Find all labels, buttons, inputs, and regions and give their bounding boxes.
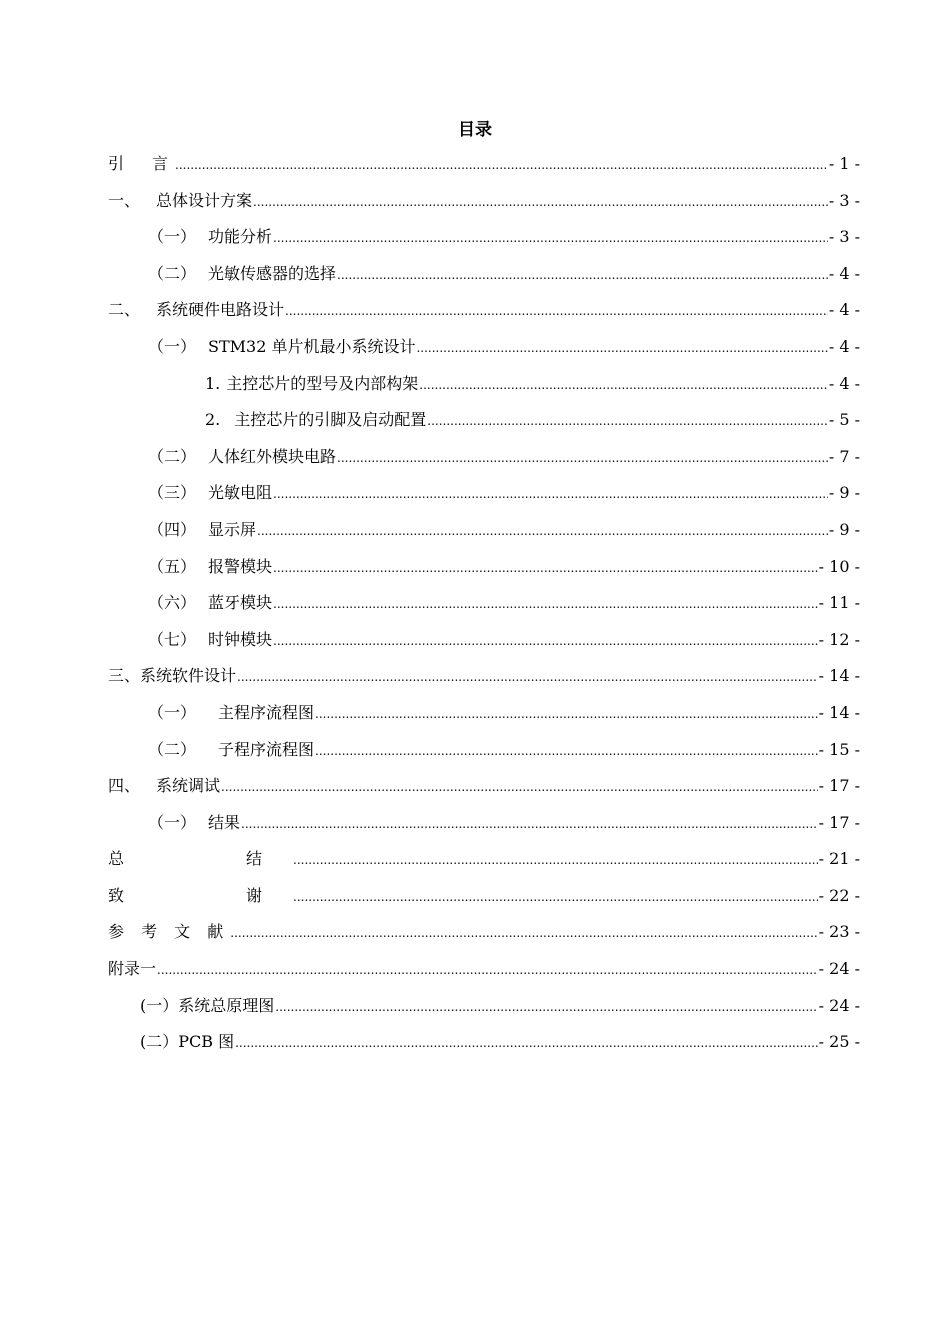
toc-entry-text: 光敏电阻	[208, 483, 273, 503]
toc-entry-number: （二）	[148, 263, 197, 283]
toc-entry-number: 2.	[205, 410, 221, 430]
toc-entry[interactable]	[108, 988, 860, 1025]
toc-entry[interactable]	[108, 183, 860, 220]
toc-leader	[285, 293, 828, 330]
toc-entry-page: - 17 -	[818, 776, 860, 796]
toc-entry[interactable]	[108, 768, 860, 805]
toc-entry[interactable]	[108, 292, 860, 329]
toc-entry[interactable]	[108, 914, 860, 951]
toc-entry-number: （六）	[148, 593, 197, 613]
toc-entry-page: - 5 -	[828, 410, 860, 430]
toc-entry[interactable]	[108, 622, 860, 659]
toc-leader	[175, 147, 828, 184]
toc-entry[interactable]	[108, 439, 860, 476]
toc-entry[interactable]	[108, 658, 860, 695]
toc-entry-page: - 21 -	[818, 849, 860, 869]
toc-entry-text: 蓝牙模块	[208, 593, 273, 613]
toc-entry[interactable]	[108, 732, 860, 769]
table-of-contents	[108, 146, 860, 1061]
toc-entry[interactable]	[108, 878, 860, 915]
toc-entry-number: （一）	[148, 812, 197, 832]
toc-entry-text: 主控芯片的型号及内部构架	[226, 373, 419, 393]
toc-entry-text: 结果	[208, 812, 241, 832]
toc-entry[interactable]	[108, 841, 860, 878]
toc-leader	[241, 806, 818, 843]
toc-entry-page: - 23 -	[818, 922, 860, 942]
toc-leader	[315, 733, 818, 770]
toc-entry-number: （七）	[148, 629, 197, 649]
toc-leader	[315, 696, 818, 733]
toc-entry-page: - 9 -	[828, 519, 860, 539]
toc-entry[interactable]	[108, 512, 860, 549]
toc-entry-number: 1.	[205, 373, 221, 393]
toc-entry-text: 报警模块	[208, 556, 273, 576]
toc-entry[interactable]	[108, 366, 860, 403]
toc-entry-page: - 4 -	[828, 300, 860, 320]
toc-entry-page: - 4 -	[828, 336, 860, 356]
toc-entry-page: - 7 -	[828, 446, 860, 466]
toc-entry[interactable]	[108, 585, 860, 622]
toc-entry-number: （四）	[148, 519, 197, 539]
toc-entry-page: - 24 -	[818, 995, 860, 1015]
toc-leader	[235, 1025, 818, 1062]
toc-entry-text: 主程序流程图	[218, 702, 315, 722]
toc-leader	[419, 367, 828, 404]
toc-entry-page: - 4 -	[828, 373, 860, 393]
toc-entry-text: 主控芯片的引脚及启动配置	[234, 410, 427, 430]
toc-leader	[273, 623, 818, 660]
toc-entry-page: - 22 -	[818, 885, 860, 905]
toc-entry-number: （二）	[148, 739, 197, 759]
toc-leader	[237, 659, 818, 696]
toc-entry-page: - 24 -	[818, 959, 860, 979]
toc-entry-number: 四、	[108, 776, 141, 796]
toc-entry[interactable]	[108, 256, 860, 293]
toc-entry[interactable]	[108, 329, 860, 366]
toc-entry-page: - 25 -	[818, 1032, 860, 1052]
toc-entry[interactable]	[108, 951, 860, 988]
toc-entry-text: 时钟模块	[208, 629, 273, 649]
toc-entry-text: 引 言	[108, 154, 175, 173]
toc-entry-page: - 12 -	[818, 629, 860, 649]
toc-leader	[273, 550, 818, 587]
toc-entry-page: - 1 -	[828, 154, 860, 173]
toc-entry-page: - 14 -	[818, 702, 860, 722]
toc-leader	[273, 476, 828, 513]
toc-entry-page: - 15 -	[818, 739, 860, 759]
toc-leader	[416, 330, 827, 367]
toc-leader	[337, 440, 828, 477]
toc-entry-page: - 14 -	[818, 666, 860, 686]
toc-leader	[157, 952, 818, 989]
toc-entry-number: （二）	[148, 446, 197, 466]
toc-entry[interactable]	[108, 219, 860, 256]
toc-entry-page: - 4 -	[828, 263, 860, 283]
toc-entry-page: - 17 -	[818, 812, 860, 832]
toc-entry-text: 总体设计方案	[156, 190, 253, 210]
toc-leader	[273, 220, 828, 257]
toc-entry-page: - 11 -	[818, 593, 860, 613]
toc-entry-page: - 3 -	[828, 190, 860, 210]
toc-entry-number: 二、	[108, 300, 141, 320]
toc-entry-text: 显示屏	[208, 519, 257, 539]
toc-leader	[293, 879, 818, 916]
toc-leader	[253, 184, 828, 221]
toc-entry-text: (一）系统总原理图	[140, 995, 275, 1015]
toc-entry[interactable]	[108, 475, 860, 512]
toc-entry-number: （五）	[148, 556, 197, 576]
toc-entry-text: 附录一	[108, 959, 157, 979]
toc-leader	[257, 513, 828, 550]
toc-entry[interactable]	[108, 549, 860, 586]
toc-entry-number: 一、	[108, 190, 141, 210]
toc-entry-text: 系统调试	[156, 776, 221, 796]
toc-leader	[273, 586, 818, 623]
toc-leader	[293, 842, 818, 879]
toc-entry[interactable]	[108, 1024, 860, 1061]
toc-entry-text: 功能分析	[208, 227, 273, 247]
toc-entry-number: （一）	[148, 227, 197, 247]
toc-entry-text: 总 结	[108, 849, 293, 869]
toc-entry-text: 三、系统软件设计	[108, 666, 237, 686]
toc-entry[interactable]	[108, 805, 860, 842]
toc-entry-text: STM32 单片机最小系统设计	[208, 336, 416, 356]
toc-leader	[275, 989, 817, 1026]
toc-entry-text: (二）PCB 图	[140, 1032, 235, 1052]
toc-entry-text: 光敏传感器的选择	[208, 263, 337, 283]
toc-entry[interactable]	[108, 695, 860, 732]
toc-entry[interactable]	[108, 402, 860, 439]
toc-entry-text: 系统硬件电路设计	[156, 300, 285, 320]
toc-leader	[221, 769, 818, 806]
toc-leader	[427, 403, 828, 440]
toc-entry-page: - 3 -	[828, 227, 860, 247]
toc-title: 目录	[458, 120, 492, 140]
toc-entry-page: - 10 -	[818, 556, 860, 576]
toc-entry-number: （一）	[148, 702, 197, 722]
toc-entry-page: - 9 -	[828, 483, 860, 503]
toc-leader	[337, 257, 828, 294]
toc-entry-text: 人体红外模块电路	[208, 446, 337, 466]
toc-leader	[230, 915, 817, 952]
toc-entry-text: 致 谢	[108, 885, 293, 905]
toc-entry-text: 参 考 文 献	[108, 922, 230, 942]
toc-entry[interactable]	[108, 146, 860, 183]
toc-entry-text: 子程序流程图	[218, 739, 315, 759]
toc-entry-number: （一）	[148, 336, 197, 356]
toc-entry-number: （三）	[148, 483, 197, 503]
